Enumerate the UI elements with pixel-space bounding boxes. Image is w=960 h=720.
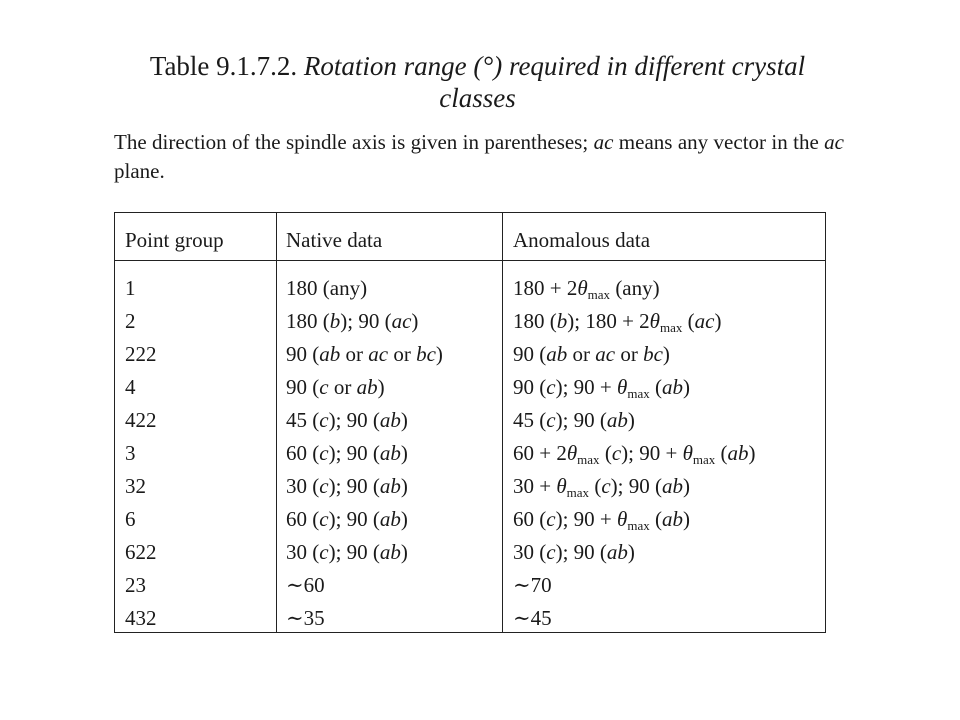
native-data-cell: 30 (c); 90 (ab)	[286, 474, 408, 498]
native-data-cell: 90 (c or ab)	[286, 375, 385, 399]
point-group-cell: 23	[125, 573, 146, 597]
native-data-cell: 30 (c); 90 (ab)	[286, 540, 408, 564]
point-group-cell: 622	[125, 540, 157, 564]
anomalous-data-cell: $30 + \theta_{max}$ (c); 90 (ab)	[513, 474, 690, 500]
note-text-3: means any vector in the	[613, 130, 825, 154]
anomalous-data-cell: 90 (c); $90 + \theta_{max}$ (ab)	[513, 375, 690, 401]
point-group-cell: 422	[125, 408, 157, 432]
note-text-5: plane.	[114, 159, 165, 183]
native-data-column	[286, 272, 443, 635]
header-anomalous-data: Anomalous data	[513, 228, 651, 252]
table-caption	[115, 50, 840, 114]
native-data-cell: 180 (b); 90 (ac)	[286, 309, 419, 333]
point-group-cell: 6	[125, 507, 136, 531]
table-number: Table 9.1.7.2.	[149, 51, 298, 81]
anomalous-data-cell: 45 (c); 90 (ab)	[513, 408, 635, 432]
native-data-cell: 90 (ab or ac or bc)	[286, 342, 443, 366]
native-data-cell: 45 (c); 90 (ab)	[286, 408, 408, 432]
header-divider	[115, 260, 825, 261]
point-group-cell: 432	[125, 606, 157, 630]
anomalous-data-cell: 180 (b); $180 + 2\theta_{max}$ (ac)	[513, 309, 722, 335]
table-title: Rotation range (°) required in different crystal classes	[303, 51, 806, 113]
native-data-cell: ∼60	[286, 573, 325, 597]
anomalous-data-cell: 60 (c); $90 + \theta_{max}$ (ab)	[513, 507, 690, 533]
column-divider	[502, 213, 503, 632]
note-text-1: The direction of the spindle axis is given in parentheses;	[114, 130, 594, 154]
header-point-group: Point group	[125, 228, 224, 252]
point-group-cell: 32	[125, 474, 146, 498]
point-group-cell: 1	[125, 276, 136, 300]
anomalous-data-cell: 30 (c); 90 (ab)	[513, 540, 635, 564]
point-group-column	[125, 272, 157, 635]
header-native-data: Native data	[286, 228, 383, 252]
note-text-2: ac	[593, 130, 614, 154]
anomalous-data-cell: ∼70	[513, 573, 552, 597]
native-data-cell: 60 (c); 90 (ab)	[286, 507, 408, 531]
anomalous-data-cell: $180 + 2\theta_{max}$ (any)	[513, 276, 660, 302]
native-data-cell: ∼35	[286, 606, 325, 630]
point-group-cell: 2	[125, 309, 136, 333]
data-table	[114, 212, 826, 633]
anomalous-data-cell: ∼45	[513, 606, 552, 630]
anomalous-data-cell: 90 (ab or ac or bc)	[513, 342, 670, 366]
anomalous-data-column	[513, 272, 756, 635]
point-group-cell: 3	[125, 441, 136, 465]
native-data-cell: 60 (c); 90 (ab)	[286, 441, 408, 465]
point-group-cell: 4	[125, 375, 136, 399]
point-group-cell: 222	[125, 342, 157, 366]
native-data-cell: 180 (any)	[286, 276, 368, 300]
note-text-4: ac	[824, 130, 844, 154]
anomalous-data-cell: $60 + 2\theta_{max}$ (c); $90 + \theta_{max}$ (ab)	[513, 441, 756, 467]
column-divider	[276, 213, 277, 632]
table-note	[114, 128, 844, 186]
